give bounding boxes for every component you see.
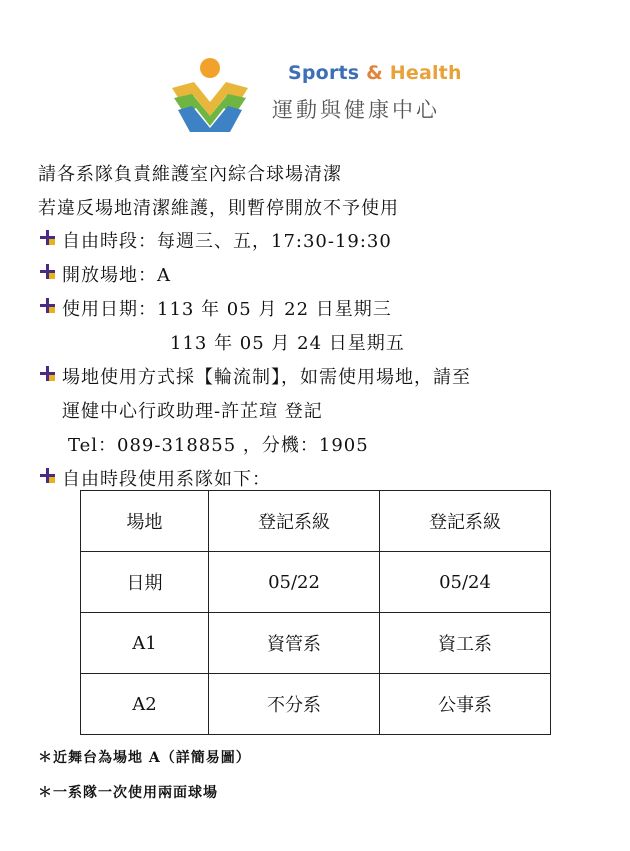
table-row [81, 613, 551, 674]
schedule-table [80, 490, 551, 735]
sports-health-logo [168, 56, 252, 134]
item-venue: 開放場地：A [62, 265, 171, 286]
item-rule-2: 運健中心行政助理-許芷瑄 登記 [62, 401, 323, 422]
table-cell: A2 [81, 674, 209, 735]
table-cell: 公事系 [380, 674, 551, 735]
item-date-2: 113 年 05 月 24 日星期五 [170, 333, 405, 354]
table-cell: 05/22 [209, 552, 380, 613]
table-header-row [81, 491, 551, 552]
table-header-cell: 登記系級 [380, 491, 551, 552]
item-rule-3: Tel：089-318855 ，分機：1905 [68, 435, 369, 456]
brand-sports: Sports [288, 62, 360, 84]
brand-chinese: 運動與健康中心 [272, 98, 440, 122]
table-cell: 資工系 [380, 613, 551, 674]
item-time: 自由時段：每週三、五，17:30-19:30 [62, 231, 392, 252]
brand-ampersand: & [366, 62, 383, 84]
bullet-icon [40, 366, 55, 381]
brand-health: Health [389, 62, 462, 84]
brand-english [288, 62, 462, 84]
bullet-icon [40, 468, 55, 483]
intro-line-1: 請各系隊負責維護室內綜合球場清潔 [38, 164, 342, 185]
table-cell: 05/24 [380, 552, 551, 613]
table-cell: 日期 [81, 552, 209, 613]
item-rule-1: 場地使用方式採【輪流制】，如需使用場地，請至 [62, 367, 471, 388]
table-cell: 資管系 [209, 613, 380, 674]
note-1: ＊近舞台為場地 A（詳簡易圖） [38, 750, 251, 766]
item-date-1: 使用日期：113 年 05 月 22 日星期三 [62, 299, 392, 320]
table-cell: A1 [81, 613, 209, 674]
bullet-icon [40, 264, 55, 279]
table-row [81, 552, 551, 613]
table-header-cell: 登記系級 [209, 491, 380, 552]
table-header-cell: 場地 [81, 491, 209, 552]
table-row [81, 674, 551, 735]
bullet-icon [40, 298, 55, 313]
bullet-icon [40, 230, 55, 245]
intro-line-2: 若違反場地清潔維護，則暫停開放不予使用 [38, 198, 399, 219]
table-cell: 不分系 [209, 674, 380, 735]
item-list-intro: 自由時段使用系隊如下： [62, 469, 271, 490]
note-2: ＊一系隊一次使用兩面球場 [38, 785, 218, 801]
